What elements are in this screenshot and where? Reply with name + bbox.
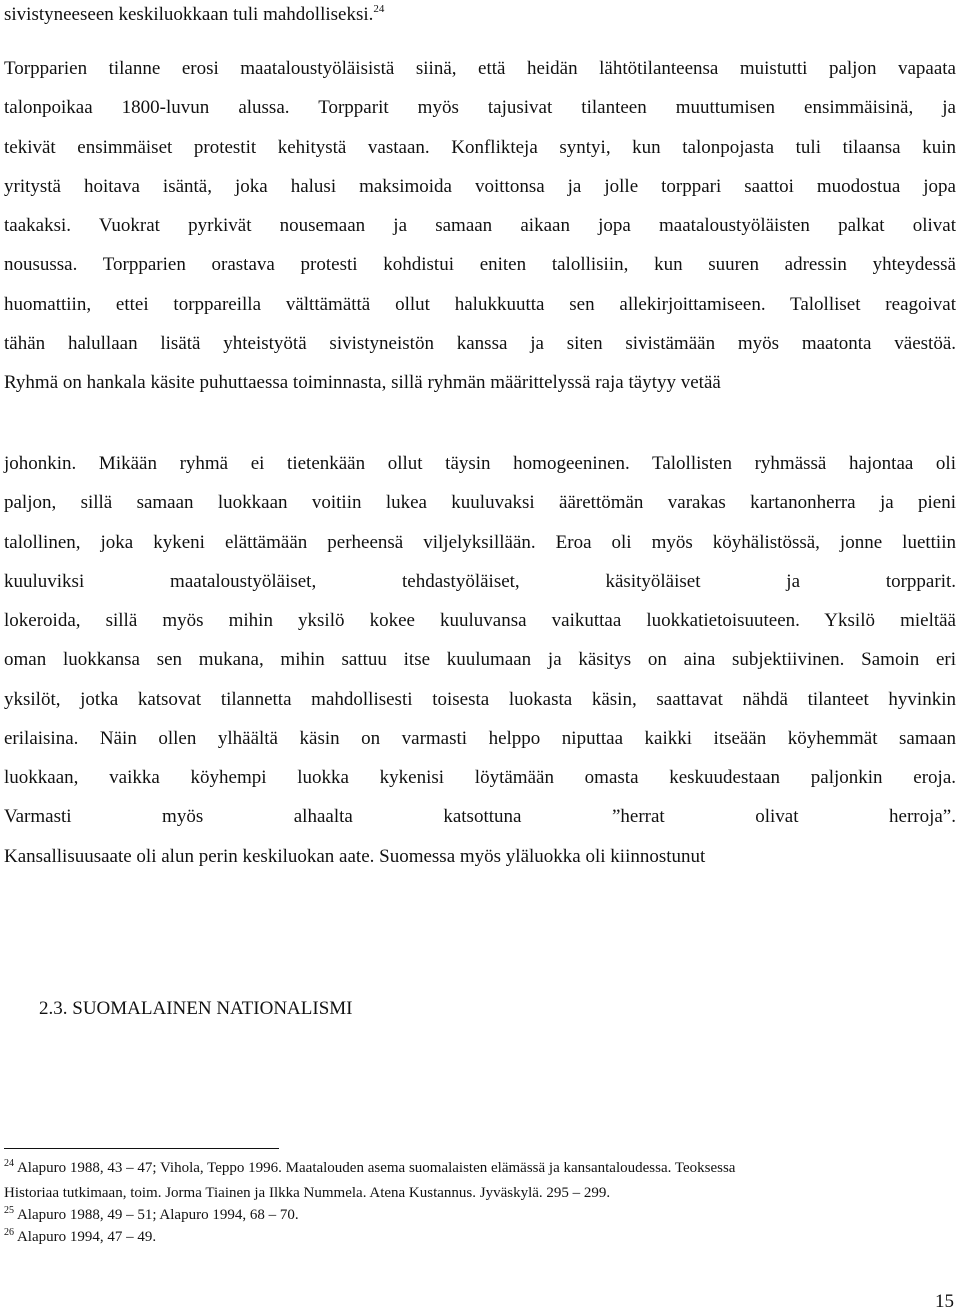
footnote: $^{24}$ Alapuro 1988, 43 – 47; Vihola, Teppo 1996. Maatalouden asema suomalaisten elämässä ja kansantaloudessa. Teoksessa [4, 1158, 736, 1176]
body-line: Ryhmä on hankala käsite puhuttaessa toiminnasta, sillä ryhmän määrittelyssä raja täytyy vetää [4, 372, 721, 393]
footnote: Historiaa tutkimaan, toim. Jorma Tiainen ja Ilkka Nummela. Atena Kustannus. Jyväskylä. 295 – 299. [4, 1185, 611, 1201]
page-number: 15 [935, 1291, 954, 1312]
body-line: Kansallisuusaate oli alun perin keskiluokan aate. Suomessa myös yläluokka oli kiinnostunut [4, 846, 706, 867]
body-line: tähän halullaan lisätä yhteistyötä sivistyneistön kanssa ja siten sivistämään myös maatonta väestöä. [4, 333, 956, 354]
body-line: oman luokkansa sen mukana, mihin sattuu itse kuulumaan ja käsitys on aina subjektiivinen. Samoin eri [4, 649, 956, 670]
footnote-separator [4, 1148, 279, 1149]
body-line: yksilöt, jotka katsovat tilannetta mahdollisesti toisesta luokasta käsin, saattavat nähdä tilanteet hyvinkin [4, 689, 956, 710]
body-line: kuuluviksi maataloustyöläiset, tehdastyöläiset, käsityöläiset ja torpparit. [4, 571, 956, 592]
body-line: erilaisina. Näin ollen ylhäältä käsin on varmasti helppo niputtaa kaikki itseään köyhemmät samaan [4, 728, 956, 749]
footnote: $^{25}$ Alapuro 1988, 49 – 51; Alapuro 1994, 68 – 70. [4, 1205, 299, 1223]
body-line: huomattiin, ettei torppareilla välttämättä ollut halukkuutta sen allekirjoittamiseen. Talolliset reagoivat [4, 294, 956, 315]
footnote: $^{26}$ Alapuro 1994, 47 – 49. [4, 1227, 157, 1245]
footnote-ref: 24 [373, 3, 385, 15]
section-heading: 2.3. SUOMALAINEN NATIONALISMI [39, 998, 353, 1019]
body-line: lokeroida, sillä myös mihin yksilö kokee kuuluvansa vaikuttaa luokkatietoisuuteen. Yksilö mieltää [4, 610, 956, 631]
body-line: nousussa. Torpparien orastava protesti kohdistui eniten talollisiin, kun suuren adressin yhteydessä [4, 254, 956, 275]
body-line: sivistyneeseen keskiluokkaan tuli mahdolliseksi.$^{24}$ [4, 3, 385, 25]
body-line: johonkin. Mikään ryhmä ei tietenkään ollut täysin homogeeninen. Talollisten ryhmässä hajontaa oli [4, 453, 956, 474]
body-line: taakaksi. Vuokrat pyrkivät nousemaan ja samaan aikaan jopa maataloustyöläisten palkat olivat [4, 215, 956, 236]
body-line: talollinen, joka kykeni elättämään perheensä viljelyksillään. Eroa oli myös köyhälistössä, jonne luettiin [4, 532, 956, 553]
body-line: Torpparien tilanne erosi maataloustyöläisistä siinä, että heidän lähtötilanteensa muistutti paljon vapaata [4, 58, 956, 79]
body-line: talonpoikaa 1800-luvun alussa. Torpparit myös tajusivat tilanteen muuttumisen ensimmäisinä, ja [4, 97, 956, 118]
body-line: Varmasti myös alhaalta katsottuna ”herrat olivat herroja”. [4, 806, 956, 827]
body-line: tekivät ensimmäiset protestit kehitystä vastaan. Konflikteja syntyi, kun talonpojasta tuli tilaansa kuin [4, 137, 956, 158]
body-line: paljon, sillä samaan luokkaan voitiin lukea kuuluvaksi äärettömän varakas kartanonherra ja pieni [4, 492, 956, 513]
body-line: luokkaan, vaikka köyhempi luokka kykenisi löytämään omasta keskuudestaan paljonkin eroja. [4, 767, 956, 788]
body-line: yritystä hoitava isäntä, joka halusi maksimoida voittonsa ja jolle torppari saattoi muodostua jopa [4, 176, 956, 197]
